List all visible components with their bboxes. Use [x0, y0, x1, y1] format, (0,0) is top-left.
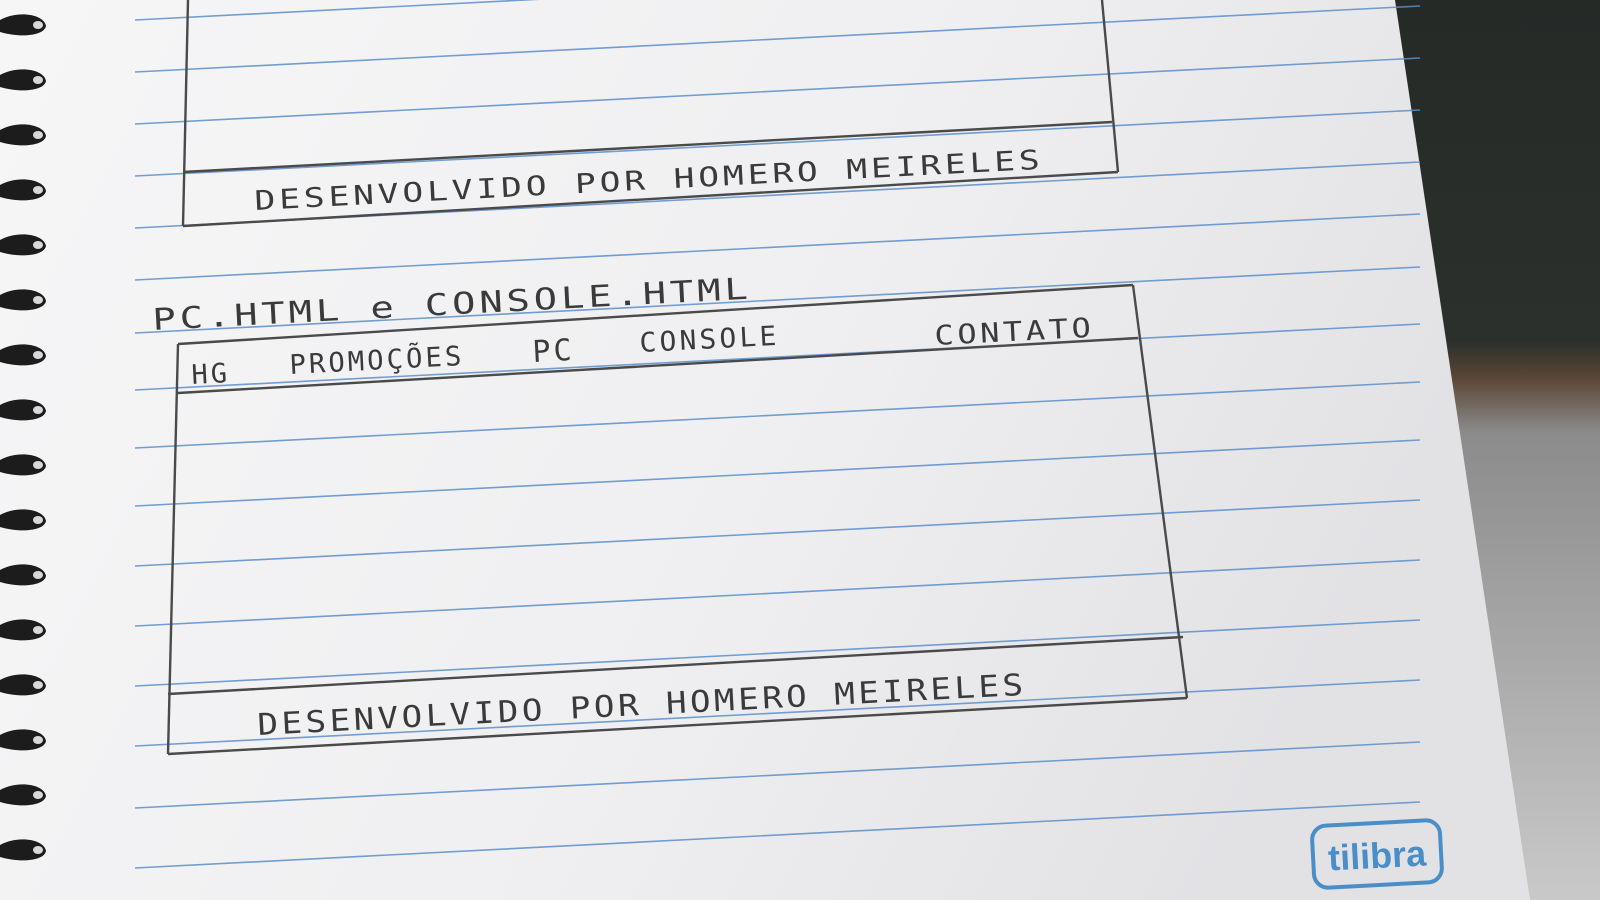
nav-item-contato: CONTATO	[933, 313, 1070, 352]
spiral-hole	[33, 351, 43, 359]
spiral-hole	[33, 406, 43, 414]
nav-logo: HG	[190, 358, 231, 391]
spiral-hole	[33, 131, 43, 139]
top-footer-text: DESENVOLVIDO POR HOMERO MEIRELES	[253, 153, 871, 217]
spiral-hole	[33, 791, 43, 799]
spiral-hole	[33, 846, 43, 854]
spiral-hole	[33, 736, 43, 744]
nav-item-console: CONSOLE	[638, 320, 775, 359]
spiral-hole	[33, 296, 43, 304]
page-title-text: PC.HTML e CONSOLE.HTML	[151, 278, 617, 338]
footer-text: DESENVOLVIDO POR HOMERO MEIRELES	[256, 672, 932, 743]
spiral-hole	[33, 21, 43, 29]
spiral-hole	[33, 241, 43, 249]
spiral-hole	[33, 516, 43, 524]
spiral-hole	[33, 461, 43, 469]
tilibra-logo-text: tilibra	[1327, 832, 1428, 879]
nav-item-promocoes: PROMOÇÕES	[288, 340, 464, 381]
spiral-hole	[33, 626, 43, 634]
spiral-hole	[33, 76, 43, 84]
spiral-hole	[33, 681, 43, 689]
nav-item-pc: PC	[531, 332, 576, 370]
spiral-hole	[33, 571, 43, 579]
spiral-hole	[33, 186, 43, 194]
